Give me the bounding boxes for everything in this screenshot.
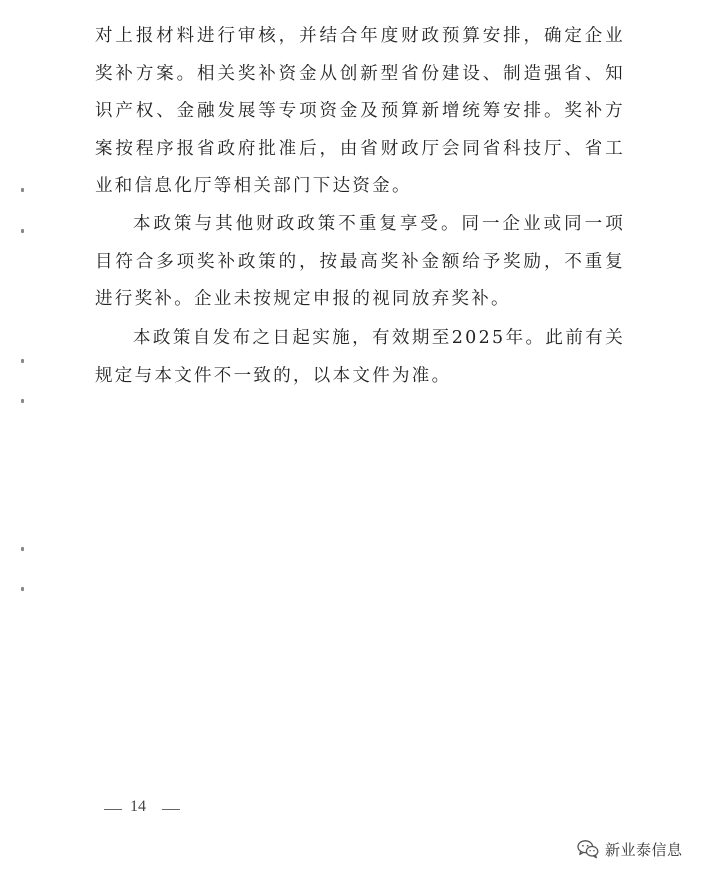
paragraph-no-duplicate: 本政策与其他财政政策不重复享受。同一企业或同一项目符合多项奖补政策的，按最高奖补金额给予奖励，不重复进行奖补。企业未按规定申报的视同放弃奖补。 — [95, 214, 625, 309]
binding-mark — [21, 587, 24, 591]
paragraph-effective-date: 本政策自发布之日起实施，有效期至2025年。此前有关规定与本文件不一致的，以本文件为准。 — [95, 328, 625, 386]
wechat-icon — [577, 839, 599, 859]
page-number-value: 14 — [130, 798, 146, 815]
watermark — [577, 836, 683, 862]
watermark-text: 新业泰信息 — [605, 840, 683, 859]
paragraph-funding-review: 对上报材料进行审核，并结合年度财政预算安排，确定企业奖补方案。相关奖补资金从创新型省份建设、制造强省、知识产权、金融发展等专项资金及预算新增统筹安排。奖补方案按程序报省政府批准后，由省财政厅会同省科技厅、省工业和信息化厅等相关部门下达资金。 — [95, 26, 625, 196]
binding-mark — [21, 229, 24, 233]
binding-mark — [21, 188, 24, 192]
binding-mark — [21, 399, 24, 403]
page-number-dash-left — [104, 809, 122, 810]
binding-mark — [21, 547, 24, 551]
binding-mark — [21, 359, 24, 363]
page-number-dash-right — [162, 809, 180, 810]
